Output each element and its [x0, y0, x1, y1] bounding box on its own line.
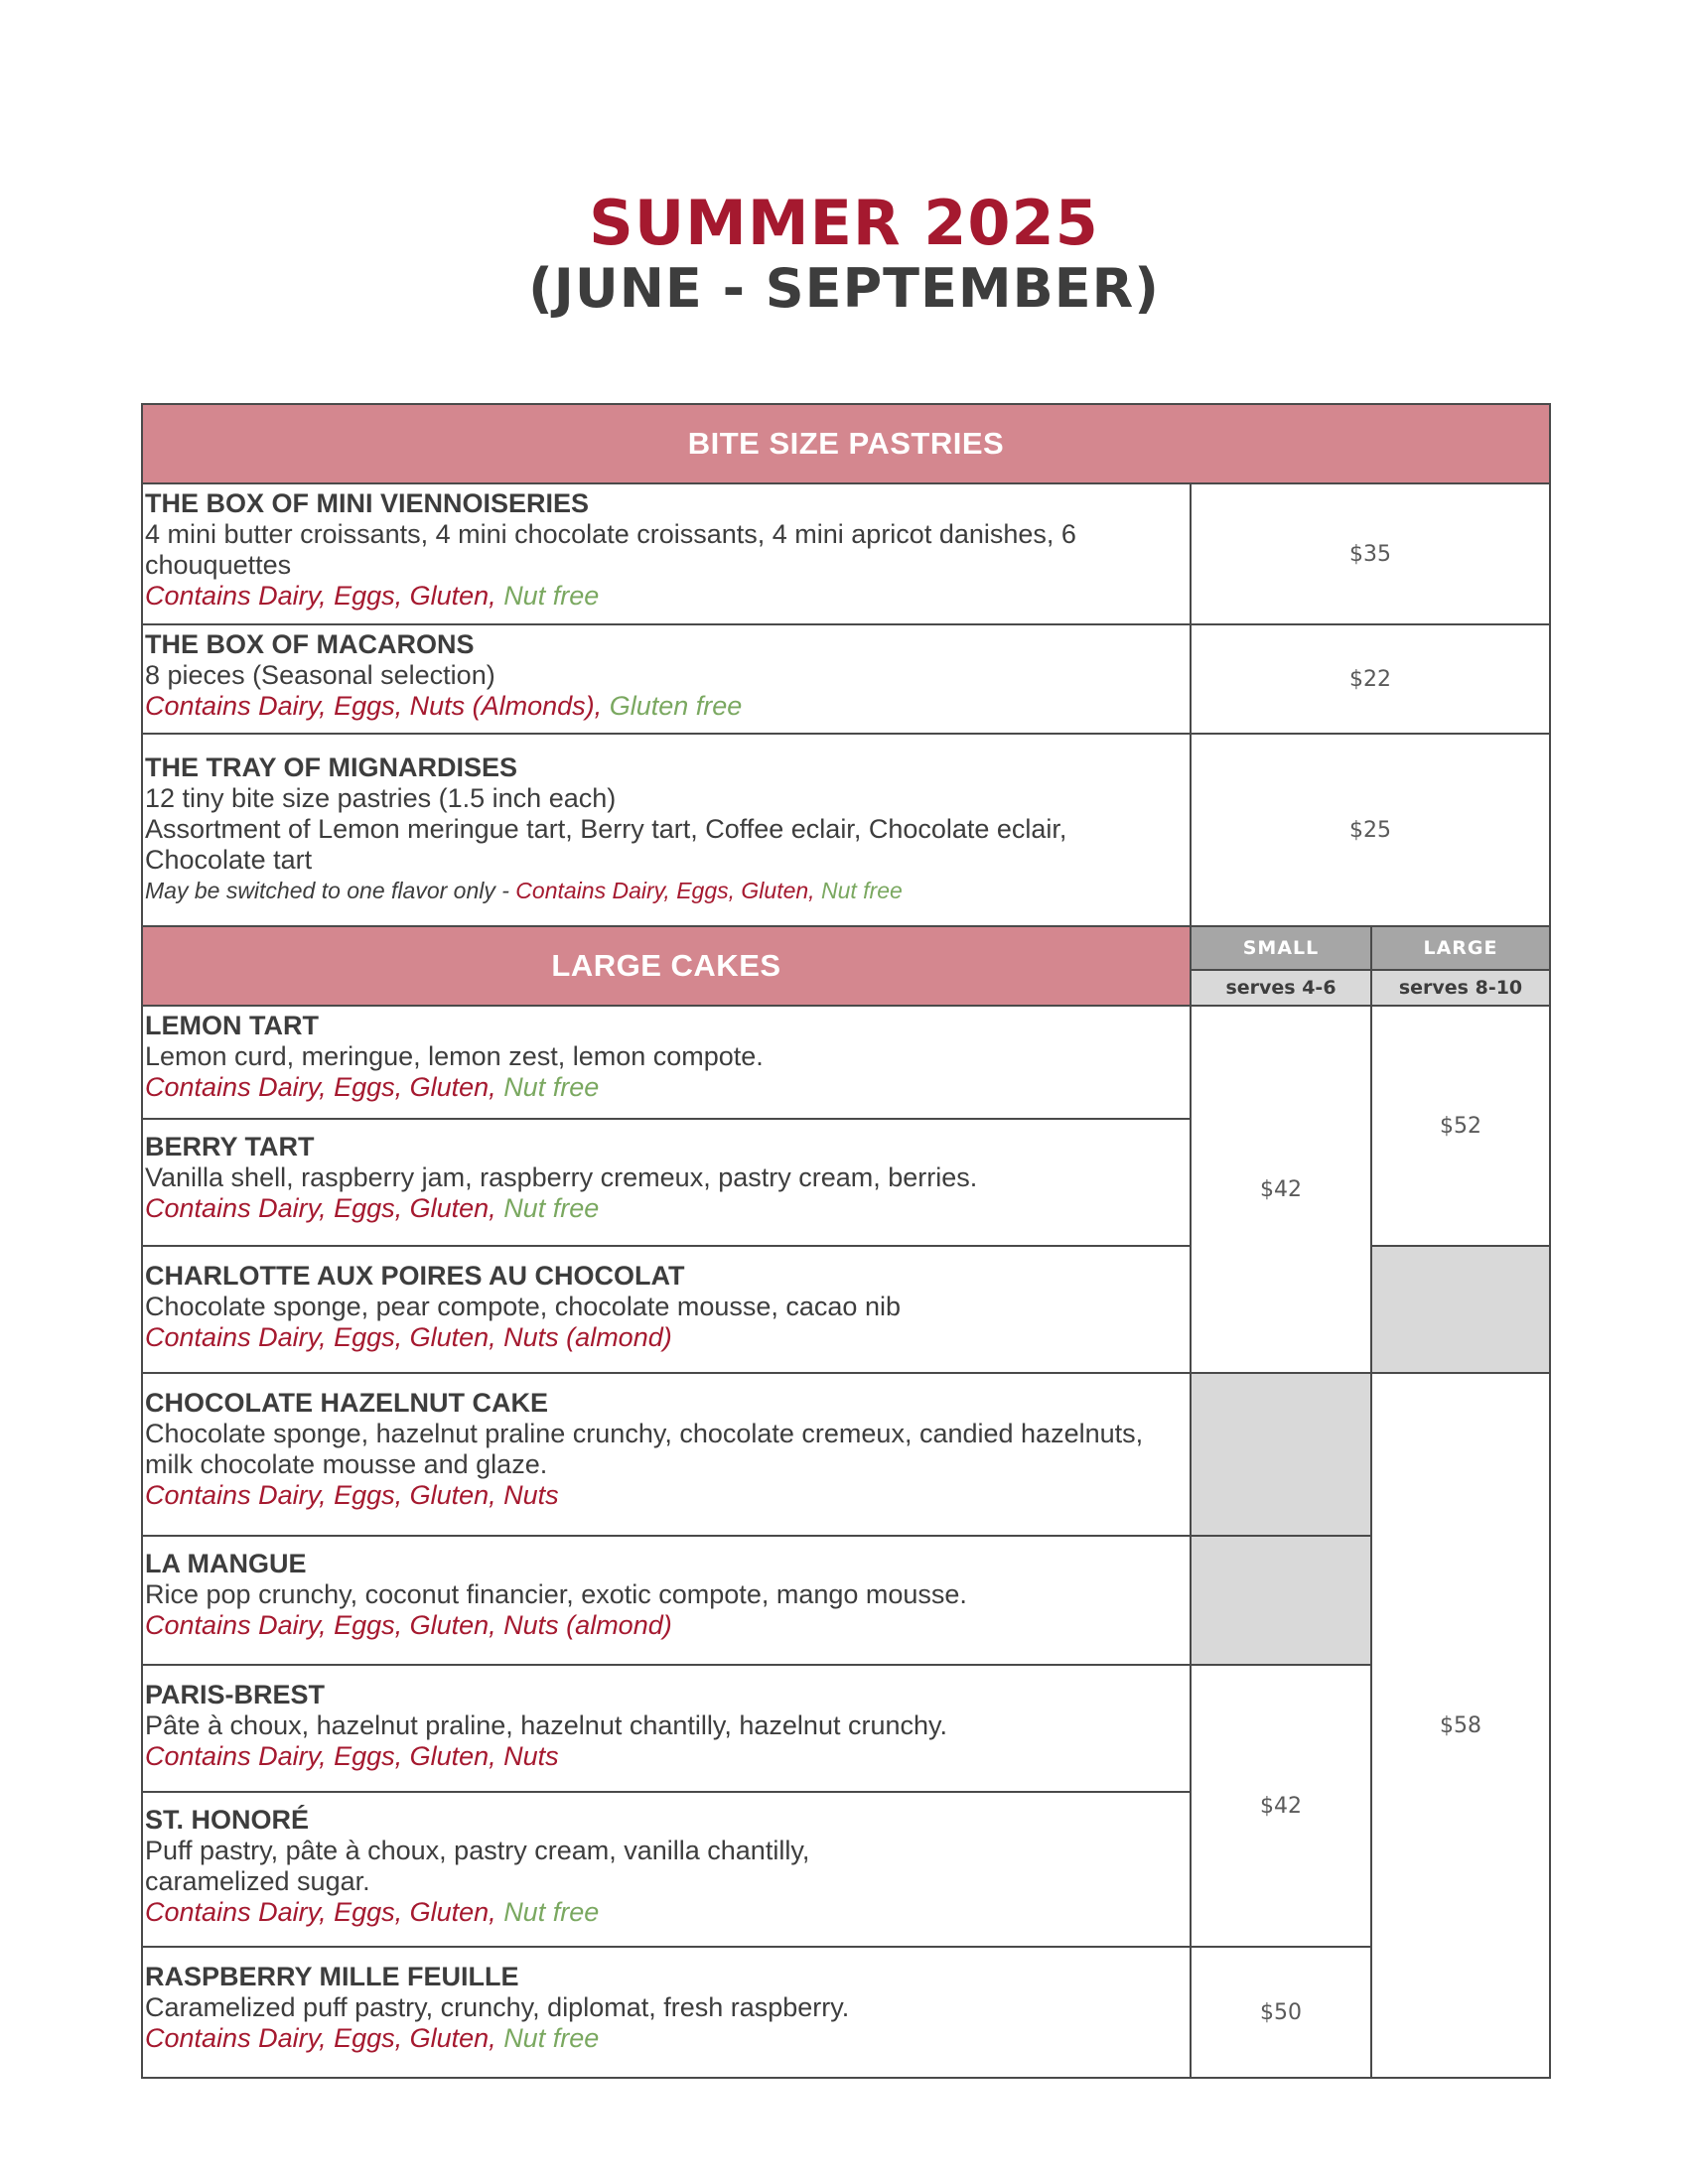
large-cakes-header-row [142, 926, 1550, 970]
item-name: CHARLOTTE AUX POIRES AU CHOCOLAT [145, 1261, 685, 1291]
page-subtitle: (JUNE - SEPTEMBER) [528, 257, 1160, 320]
table-row [142, 1536, 1550, 1665]
menu-item [142, 1665, 1191, 1792]
item-description: Vanilla shell, raspberry jam, raspberry cremeux, pastry cream, berries. [145, 1162, 978, 1192]
unavailable-cell [1191, 1536, 1371, 1665]
table-row [142, 1665, 1550, 1792]
small-price: $42 [1191, 1006, 1371, 1373]
allergen-info: Contains Dairy, Eggs, Nuts (Almonds), [145, 691, 603, 721]
table-row [142, 734, 1550, 926]
menu-table [141, 403, 1551, 2079]
large-price: $52 [1371, 1006, 1550, 1246]
item-description: Puff pastry, pâte à choux, pastry cream, vanilla chantilly, caramelized sugar. [145, 1836, 810, 1896]
menu-item [142, 1006, 1191, 1119]
allergen-info: Contains Dairy, Eggs, Gluten, Nuts (almond) [145, 1322, 672, 1352]
item-name: LEMON TART [145, 1011, 319, 1040]
page-title: SUMMER 2025 [589, 187, 1099, 259]
menu-item [142, 1947, 1191, 2078]
price: $35 [1191, 483, 1550, 624]
menu-item [142, 1792, 1191, 1947]
small-serves: serves 4-6 [1191, 970, 1371, 1006]
menu-item [142, 1536, 1191, 1665]
item-description: 4 mini butter croissants, 4 mini chocolate croissants, 4 mini apricot danishes, 6 chouquettes [145, 519, 1076, 580]
table-row [142, 624, 1550, 734]
item-description-2: Assortment of Lemon meringue tart, Berry tart, Coffee eclair, Chocolate eclair, Chocolate tart [145, 814, 1067, 875]
item-description: Rice pop crunchy, coconut financier, exotic compote, mango mousse. [145, 1579, 967, 1609]
item-name: LA MANGUE [145, 1549, 307, 1578]
item-name: THE BOX OF MINI VIENNOISERIES [145, 488, 590, 518]
unavailable-cell [1371, 1246, 1550, 1373]
item-description: Lemon curd, meringue, lemon zest, lemon compote. [145, 1041, 764, 1071]
allergen-info: Contains Dairy, Eggs, Gluten, [515, 878, 815, 903]
table-row [142, 1006, 1550, 1119]
item-description: Chocolate sponge, pear compote, chocolate mousse, cacao nib [145, 1292, 901, 1321]
table-row [142, 483, 1550, 624]
item-name: THE BOX OF MACARONS [145, 629, 475, 659]
free-from-info: Gluten free [609, 691, 743, 721]
free-from-info: Nut free [503, 1193, 600, 1223]
item-description: Pâte à choux, hazelnut praline, hazelnut chantilly, hazelnut crunchy. [145, 1710, 947, 1740]
allergen-info: Contains Dairy, Eggs, Gluten, Nuts [145, 1741, 559, 1771]
small-size-heading: SMALL [1191, 926, 1371, 970]
item-description: Caramelized puff pastry, crunchy, diplomat, fresh raspberry. [145, 1992, 850, 2022]
menu-item [142, 1373, 1191, 1536]
bite-size-heading: BITE SIZE PASTRIES [142, 404, 1550, 483]
large-serves: serves 8-10 [1371, 970, 1550, 1006]
allergen-info: Contains Dairy, Eggs, Gluten, [145, 1193, 496, 1223]
free-from-info: Nut free [503, 1897, 600, 1927]
allergen-info: Contains Dairy, Eggs, Gluten, [145, 1072, 496, 1102]
price: $22 [1191, 624, 1550, 734]
allergen-info: Contains Dairy, Eggs, Gluten, Nuts (almond) [145, 1610, 672, 1640]
free-from-info: Nut free [503, 581, 600, 611]
item-name: PARIS-BREST [145, 1680, 326, 1709]
item-description: 12 tiny bite size pastries (1.5 inch each) [145, 783, 617, 813]
free-from-info: Nut free [503, 2023, 600, 2053]
small-price: $50 [1191, 1947, 1371, 2078]
allergen-info: Contains Dairy, Eggs, Gluten, Nuts [145, 1480, 559, 1510]
bite-size-header-row [142, 404, 1550, 483]
item-name: RASPBERRY MILLE FEUILLE [145, 1962, 519, 1991]
item-name: ST. HONORÉ [145, 1805, 310, 1835]
item-name: BERRY TART [145, 1132, 315, 1161]
item-name: CHOCOLATE HAZELNUT CAKE [145, 1388, 548, 1418]
item-name: THE TRAY OF MIGNARDISES [145, 752, 518, 782]
menu-item [142, 1119, 1191, 1246]
price: $25 [1191, 734, 1550, 926]
large-size-heading: LARGE [1371, 926, 1550, 970]
item-note: May be switched to one flavor only - [145, 878, 516, 903]
item-description: 8 pieces (Seasonal selection) [145, 660, 495, 690]
small-price: $42 [1191, 1665, 1371, 1947]
allergen-info: Contains Dairy, Eggs, Gluten, [145, 1897, 496, 1927]
item-description: Chocolate sponge, hazelnut praline crunchy, chocolate cremeux, candied hazelnuts, milk chocolate mousse and glaze. [145, 1419, 1144, 1479]
large-price: $58 [1371, 1373, 1550, 2078]
table-row [142, 1947, 1550, 2078]
free-from-info: Nut free [820, 878, 903, 903]
menu-item [142, 483, 1191, 624]
allergen-info: Contains Dairy, Eggs, Gluten, [145, 581, 496, 611]
menu-item [142, 734, 1191, 926]
table-row [142, 1373, 1550, 1536]
unavailable-cell [1191, 1373, 1371, 1536]
free-from-info: Nut free [503, 1072, 600, 1102]
menu-item [142, 624, 1191, 734]
large-cakes-heading: LARGE CAKES [142, 926, 1191, 1006]
allergen-info: Contains Dairy, Eggs, Gluten, [145, 2023, 496, 2053]
menu-item [142, 1246, 1191, 1373]
title-block [0, 189, 1688, 320]
